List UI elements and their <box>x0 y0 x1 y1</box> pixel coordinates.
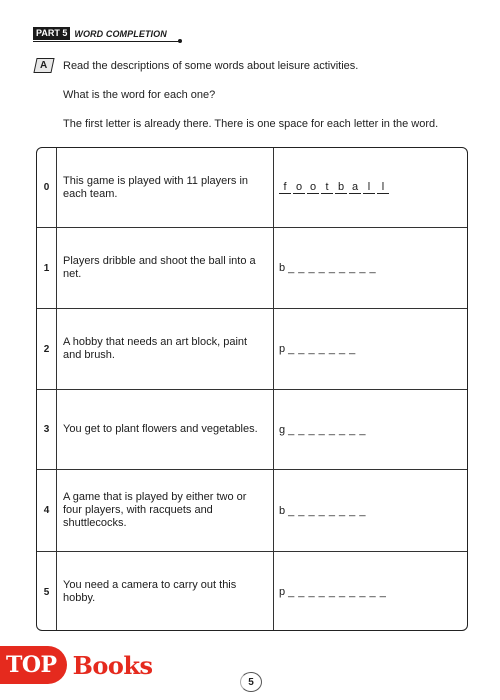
watermark-top: TOP <box>0 646 67 684</box>
row-description: This game is played with 11 players in each team. <box>57 148 274 227</box>
answer-blanks[interactable]: _ _ _ _ _ _ _ _ <box>288 423 366 436</box>
answer-blanks[interactable]: _ _ _ _ _ _ _ <box>288 343 356 355</box>
row-description: A hobby that needs an art block, paint and brush. <box>57 309 274 389</box>
watermark-books: Books <box>72 650 153 680</box>
answer-cell <box>274 148 467 227</box>
instruction-line-2: What is the word for each one? <box>63 89 216 101</box>
row-description: You need a camera to carry out this hobby. <box>57 552 274 631</box>
instruction-line-1: Read the descriptions of some words about leisure activities. <box>63 60 359 72</box>
answer-cell[interactable] <box>274 552 467 631</box>
example-letter: b <box>335 181 347 194</box>
answer-blanks[interactable]: _ _ _ _ _ _ _ _ _ _ <box>288 586 387 598</box>
table-row <box>37 470 467 552</box>
answer-first-letter: b <box>279 504 286 517</box>
example-letter: o <box>293 181 305 194</box>
word-table <box>36 147 468 631</box>
answer-first-letter: p <box>279 586 286 598</box>
answer-first-letter: p <box>279 343 286 355</box>
row-number: 2 <box>37 309 57 389</box>
table-row <box>37 309 467 390</box>
example-letter: l <box>363 181 375 194</box>
section-badge: A <box>33 58 54 73</box>
answer-first-letter: g <box>279 423 286 436</box>
table-row <box>37 552 467 631</box>
example-letter: a <box>349 181 361 194</box>
part-badge: PART 5 <box>33 27 70 40</box>
answer-first-letter: b <box>279 262 286 274</box>
example-letter: l <box>377 181 389 194</box>
example-letter: o <box>307 181 319 194</box>
table-row <box>37 390 467 470</box>
example-answer <box>279 181 391 194</box>
example-letter: t <box>321 181 333 194</box>
row-number: 1 <box>37 228 57 308</box>
example-letter: f <box>279 181 291 194</box>
row-number: 4 <box>37 470 57 551</box>
topbooks-watermark <box>0 640 190 690</box>
page-number: 5 <box>240 672 262 692</box>
row-number: 3 <box>37 390 57 469</box>
answer-cell[interactable] <box>274 470 467 551</box>
part-title: WORD COMPLETION <box>74 28 167 39</box>
header-rule-dot <box>178 39 182 43</box>
row-description: You get to plant flowers and vegetables. <box>57 390 274 469</box>
answer-blanks[interactable]: _ _ _ _ _ _ _ _ _ <box>288 262 377 274</box>
answer-cell[interactable] <box>274 309 467 389</box>
instruction-line-3: The first letter is already there. There is one space for each letter in the word. <box>63 118 439 130</box>
row-number: 0 <box>37 148 57 227</box>
answer-cell[interactable] <box>274 228 467 308</box>
table-row <box>37 148 467 228</box>
table-row <box>37 228 467 309</box>
part-header <box>33 27 167 40</box>
row-number: 5 <box>37 552 57 631</box>
row-description: A game that is played by either two or four players, with racquets and shuttlecocks. <box>57 470 274 551</box>
header-rule <box>33 41 179 42</box>
answer-cell[interactable] <box>274 390 467 469</box>
answer-blanks[interactable]: _ _ _ _ _ _ _ _ <box>288 504 366 517</box>
row-description: Players dribble and shoot the ball into a net. <box>57 228 274 308</box>
